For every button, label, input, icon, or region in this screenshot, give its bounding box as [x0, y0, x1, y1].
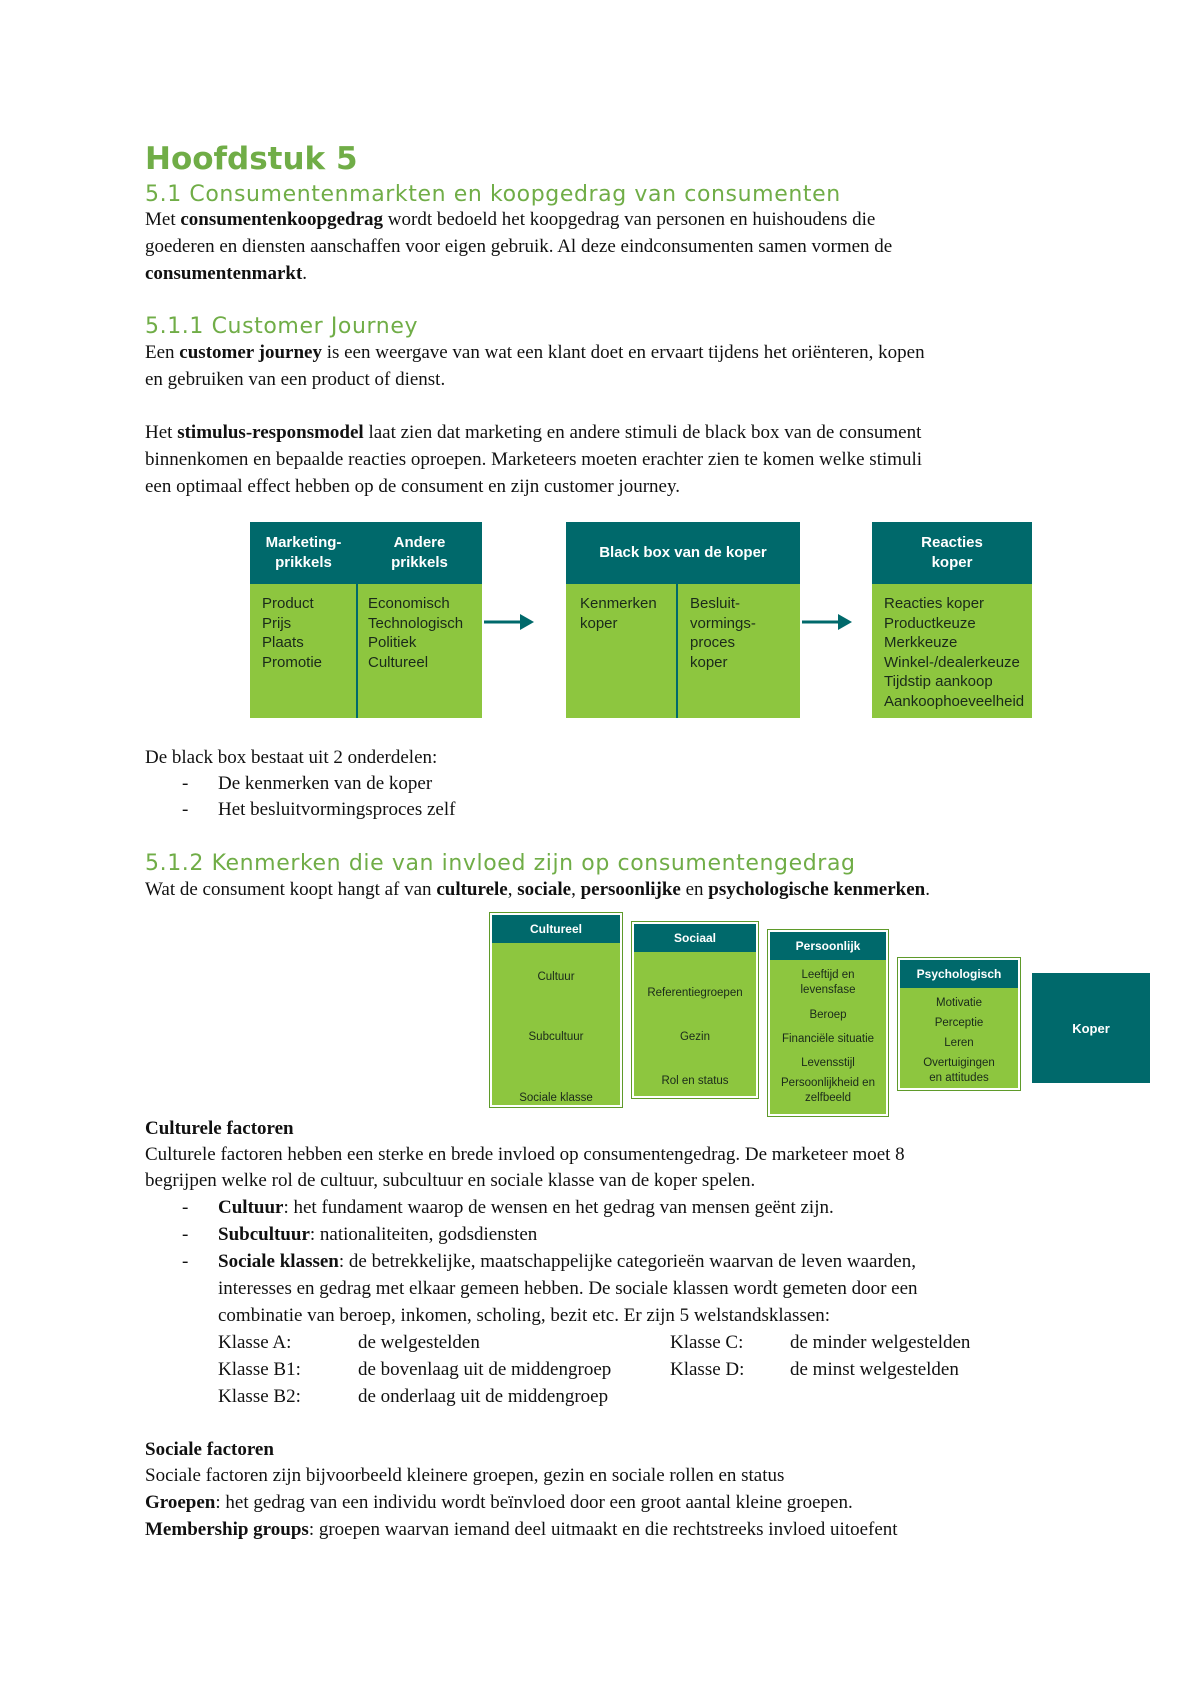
culturele-title: Culturele factoren	[145, 1118, 294, 1139]
culturele-line-1: Culturele factoren hebben een sterke en brede invloed op consumentengedrag. De marketeer moet 8	[145, 1144, 905, 1165]
list-item: koper	[580, 614, 618, 632]
black-box-header: Black box van de koper	[566, 522, 800, 584]
list-item: Technologisch	[368, 614, 464, 632]
bullet-dash: -	[182, 1197, 189, 1218]
s512-line-1: Wat de consument koopt hangt af van culturele, sociale, persoonlijke en psychologische kenmerken.	[145, 879, 930, 900]
list-item: Merkkeuze	[884, 634, 958, 651]
culturele-bullet-1: Cultuur: het fundament waarop de wensen en het gedrag van mensen geënt zijn.	[218, 1197, 834, 1218]
besluitvorming-list	[690, 594, 756, 672]
list-item: Levensstijl	[801, 1057, 855, 1069]
list-item: Prijs	[262, 614, 292, 632]
cultureel-header: Cultureel	[492, 915, 620, 943]
koper-box: Koper	[1032, 973, 1150, 1083]
section-5-1-1-title: 5.1.1 Customer Journey	[145, 314, 419, 339]
reacties-header: Reacties koper	[872, 522, 1032, 584]
list-item: Beroep	[809, 1009, 847, 1021]
list-item: Promotie	[262, 653, 323, 671]
klasse-label: Klasse B1:	[218, 1359, 301, 1380]
marketing-prikkels-header: Marketing- prikkels	[250, 522, 357, 584]
list-item: vormings-	[690, 614, 756, 632]
list-item: Besluit-	[690, 595, 741, 612]
culturele-bullet-3-line-3: combinatie van beroep, inkomen, scholing, bezit etc. Er zijn 5 welstandsklassen:	[218, 1305, 831, 1326]
andere-prikkels-header: Andere prikkels	[357, 522, 482, 584]
chapter-heading: Hoofdstuk 5	[145, 141, 358, 177]
list-item: Subcultuur	[528, 1031, 584, 1043]
list-item: Productkeuze	[884, 614, 976, 632]
sociale-line-1: Sociale factoren zijn bijvoorbeeld kleinere groepen, gezin en sociale rollen en status	[145, 1465, 785, 1486]
arrow-right-icon	[800, 612, 852, 632]
s51-line-2: goederen en diensten aanschaffen voor eigen gebruik. Al deze eindconsumenten samen vormen de	[145, 236, 893, 257]
s51-line-3: consumentenmarkt.	[145, 263, 308, 284]
sociaal-column	[632, 922, 758, 1098]
list-item: Cultureel	[368, 653, 429, 671]
list-item: Overtuigingen en attitudes	[923, 1057, 995, 1084]
bullet-dash: -	[182, 773, 189, 794]
list-item: Rol en status	[661, 1075, 729, 1087]
bullet-dash: -	[182, 1251, 189, 1272]
list-item: Sociale klasse	[519, 1092, 593, 1104]
arrow-right-icon	[482, 612, 534, 632]
list-item: Het besluitvormingsproces zelf	[218, 799, 456, 820]
list-item: Politiek	[368, 634, 417, 651]
psychologisch-header: Psychologisch	[900, 960, 1018, 988]
list-item: Reacties koper	[884, 595, 985, 612]
list-item: Gezin	[679, 1031, 711, 1043]
klasse-value: de minst welgestelden	[790, 1359, 959, 1380]
klasse-value: de welgestelden	[358, 1332, 480, 1353]
klasse-label: Klasse D:	[670, 1359, 745, 1380]
kenmerken-koper-list	[580, 594, 657, 633]
psychologisch-column	[898, 958, 1020, 1090]
section-5-1-2-title: 5.1.2 Kenmerken die van invloed zijn op consumentengedrag	[145, 851, 856, 876]
klasse-value: de minder welgestelden	[790, 1332, 971, 1353]
klasse-label: Klasse A:	[218, 1332, 292, 1353]
culturele-bullet-2: Subcultuur: nationaliteiten, godsdiensten	[218, 1224, 538, 1245]
list-item: Cultuur	[537, 971, 575, 983]
section-5-1-title: 5.1 Consumentenmarkten en koopgedrag van consumenten	[145, 182, 841, 207]
s511-line-2: en gebruiken van een product of dienst.	[145, 369, 446, 390]
s511-line-4: binnenkomen en bepaalde reacties oproepen. Marketeers moeten erachter zien te komen welke stimuli	[145, 449, 923, 470]
list-item: Financiële situatie	[781, 1033, 875, 1045]
stimuli-box	[250, 522, 482, 718]
list-item: Referentiegroepen	[647, 987, 743, 999]
s51-line-1: Met consumentenkoopgedrag wordt bedoeld het koopgedrag van personen en huishoudens die	[145, 209, 876, 230]
s511-line-5: een optimaal effect hebben op de consument en zijn customer journey.	[145, 476, 680, 497]
list-item: Leeftijd en levensfase	[800, 969, 856, 996]
list-item: Tijdstip aankoop	[884, 673, 993, 690]
sociale-line-3: Membership groups: groepen waarvan iemand deel uitmaakt en die rechtstreeks invloed uitoefent	[145, 1519, 898, 1540]
list-item: Motivatie	[935, 997, 983, 1009]
blackbox-intro: De black box bestaat uit 2 onderdelen:	[145, 747, 438, 768]
persoonlijk-header: Persoonlijk	[770, 932, 886, 960]
list-item: Persoonlijkheid en zelfbeeld	[781, 1077, 875, 1104]
andere-prikkels-list	[368, 594, 463, 672]
cultureel-column	[490, 913, 622, 1107]
klasse-value: de bovenlaag uit de middengroep	[358, 1359, 612, 1380]
list-item: Aankoophoeveelheid	[884, 692, 1025, 710]
culturele-bullet-3: Sociale klassen: de betrekkelijke, maatschappelijke categorieën waarvan de leven waarden,	[218, 1251, 916, 1272]
culturele-bullet-3-line-2: interesses en gedrag met elkaar gemeen hebben. De sociale klassen wordt gemeten door een	[218, 1278, 918, 1299]
list-item: Leren	[944, 1037, 974, 1049]
list-item: Product	[262, 595, 314, 612]
list-item: De kenmerken van de koper	[218, 773, 433, 794]
divider	[676, 584, 678, 718]
list-item: Plaats	[262, 634, 304, 651]
culturele-line-2: begrijpen welke rol de cultuur, subcultuur en sociale klasse van de koper spelen.	[145, 1170, 756, 1191]
s511-line-1: Een customer journey is een weergave van wat een klant doet en ervaart tijdens het oriënteren, kopen	[145, 342, 925, 363]
list-item: Kenmerken	[580, 595, 657, 612]
sociale-line-2: Groepen: het gedrag van een individu wordt beïnvloed door een groot aantal kleine groepen.	[145, 1492, 853, 1513]
reacties-list	[884, 594, 1024, 711]
divider	[356, 522, 358, 718]
bullet-dash: -	[182, 1224, 189, 1245]
klasse-label: Klasse B2:	[218, 1386, 301, 1407]
list-item: koper	[690, 653, 728, 671]
sociaal-header: Sociaal	[634, 924, 756, 952]
s511-line-3: Het stimulus-responsmodel laat zien dat marketing en andere stimuli de black box van de consument	[145, 422, 922, 443]
sociale-title: Sociale factoren	[145, 1439, 274, 1460]
klasse-label: Klasse C:	[670, 1332, 744, 1353]
list-item: Economisch	[368, 595, 450, 612]
list-item: proces	[690, 634, 736, 651]
persoonlijk-column	[768, 930, 888, 1116]
reacties-box	[872, 522, 1032, 718]
list-item: Perceptie	[934, 1017, 984, 1029]
marketing-prikkels-list	[262, 594, 322, 672]
bullet-dash: -	[182, 799, 189, 820]
klasse-value: de onderlaag uit de middengroep	[358, 1386, 609, 1407]
list-item: Winkel-/dealerkeuze	[884, 653, 1020, 671]
black-box	[566, 522, 800, 718]
